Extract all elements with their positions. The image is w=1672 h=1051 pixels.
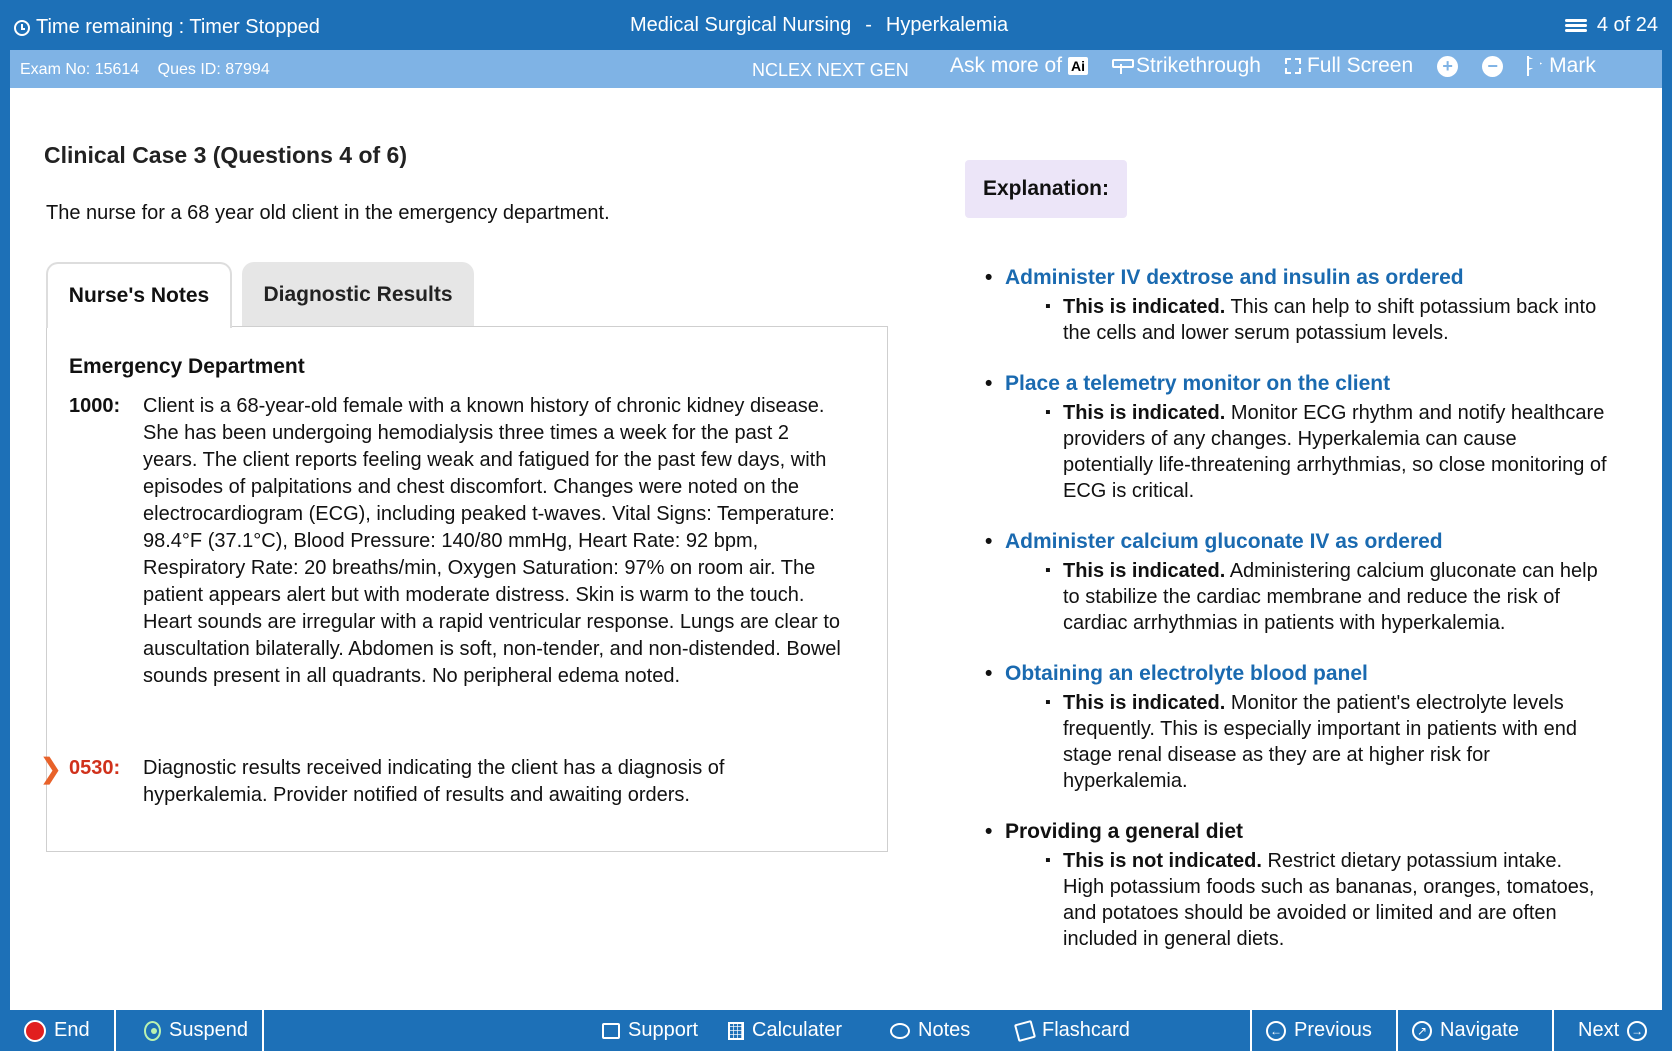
full-screen-icon: [1285, 58, 1301, 74]
note-text: Client is a 68-year-old female with a known history of chronic kidney disease. She has been undergoing hemodialysis three times a week for the past 2 years. The client reports feeling weak and fatigued for the past few days, with episodes of palpitations and chest discomfort. Changes were noted on the electrocardiogram (ECG), including peaked t-waves. Vital Signs: Temperature: 98.4°F (37.1°C), Blood Pressure: 140/80 mmHg, Heart Rate: 92 bpm, Respiratory Rate: 20 breaths/min, Oxygen Saturation: 97% on room air. The patient appears alert but with moderate distress. Skin is warm to the touch. Heart sounds are irregular with a rapid ventricular response. Lungs are clear to auscultation bilaterally. Abdomen is soft, non-tender, and non-distended. Bowel sounds present in all quadrants. No peripheral edema noted.: [143, 395, 841, 687]
exam-type: NCLEX NEXT GEN: [752, 60, 909, 80]
explanation-text: Monitor ECG rhythm and notify healthcare providers of any changes. Hyperkalemia can cause potentially life-threatening arrhythmias, so close monitoring of ECG is critical.: [1063, 402, 1607, 502]
previous-button[interactable]: [1250, 1010, 1398, 1051]
topic-label: Hyperkalemia: [885, 14, 1009, 36]
nurses-notes-panel: [39, 326, 888, 852]
note-entry: [69, 393, 843, 690]
case-tabs: [46, 262, 474, 328]
chevron-right-icon: ❯: [39, 753, 63, 784]
full-screen-label: Full Screen: [1306, 54, 1414, 77]
calculator-icon: [728, 1022, 744, 1040]
exam-title: [630, 14, 1008, 37]
timer: [14, 16, 320, 39]
explanation-text: Administering calcium gluconate can help to stabilize the cardiac membrane and reduce the risk of cardiac arrhythmias in patients with hyperkalemia.: [1063, 560, 1598, 634]
main-content: [10, 88, 1662, 1010]
toolbar-tools: [950, 54, 1596, 78]
notes-button[interactable]: [876, 1010, 984, 1051]
calculator-label: Calculater: [752, 1019, 843, 1041]
explanation-verdict: This is indicated.: [1063, 560, 1226, 582]
case-intro: The nurse for a 68 year old client in the emergency department.: [46, 202, 610, 224]
explanation-heading: • Place a telemetry monitor on the client: [985, 372, 1625, 396]
exam-info: [20, 61, 284, 79]
mark-label: Mark: [1549, 54, 1596, 77]
support-label: Support: [628, 1019, 699, 1041]
support-icon: [602, 1023, 620, 1039]
explanation-item: [985, 266, 1625, 346]
explanation-text: Monitor the patient's electrolyte levels frequently. This is especially important in patients with end stage renal disease as they are at higher risk for hyperkalemia.: [1063, 692, 1577, 792]
note-time: 0530:: [69, 757, 121, 779]
stack-icon: [1565, 19, 1587, 33]
case-title: Clinical Case 3 (Questions 4 of 6): [44, 142, 407, 168]
end-label: End: [54, 1019, 90, 1041]
explanation-verdict: This is indicated.: [1063, 296, 1226, 318]
flashcard-button[interactable]: [1002, 1010, 1144, 1051]
previous-label: Previous: [1294, 1019, 1372, 1041]
notes-label: Notes: [918, 1019, 971, 1041]
question-id: Ques ID: 87994: [157, 61, 270, 78]
explanation-label: Explanation:: [965, 160, 1127, 218]
explanation-detail: [1063, 294, 1608, 346]
next-button[interactable]: [1564, 1010, 1661, 1051]
explanation-item: [985, 372, 1625, 504]
note-time: 1000:: [69, 395, 121, 417]
zoom-out-icon[interactable]: −: [1482, 56, 1503, 77]
subject-label: Medical Surgical Nursing: [630, 14, 852, 36]
bottom-bar: [0, 1010, 1672, 1051]
suspend-icon: [144, 1021, 161, 1041]
ai-icon: Ai: [1068, 57, 1088, 75]
tab-diagnostic-results[interactable]: Diagnostic Results: [242, 262, 474, 328]
counter-label: 4 of 24: [1596, 14, 1658, 36]
explanation-verdict: This is indicated.: [1063, 402, 1226, 424]
ask-ai-button[interactable]: [950, 54, 1088, 78]
arrow-left-icon: ←: [1266, 1021, 1286, 1041]
strikethrough-label: Strikethrough: [1136, 54, 1261, 77]
explanation-detail: [1063, 690, 1608, 794]
arrow-right-icon: →: [1627, 1021, 1647, 1041]
department-heading: Emergency Department: [69, 355, 305, 378]
exam-number: Exam No: 15614: [20, 61, 140, 78]
notes-icon: [890, 1023, 910, 1039]
explanation-heading: • Providing a general diet: [985, 820, 1625, 844]
flag-icon: [1527, 56, 1543, 76]
stop-icon: [24, 1020, 46, 1042]
clock-icon: [14, 20, 30, 36]
mark-button[interactable]: [1527, 54, 1596, 78]
explanation-item: [985, 662, 1625, 794]
sub-toolbar: [10, 50, 1662, 88]
flashcard-icon: [1014, 1019, 1036, 1041]
end-button[interactable]: [10, 1010, 116, 1051]
strikethrough-icon: [1112, 58, 1130, 74]
next-label: Next: [1578, 1019, 1620, 1041]
suspend-button[interactable]: [130, 1010, 264, 1051]
explanation-detail: [1063, 400, 1608, 504]
timer-label: Time remaining : Timer Stopped: [36, 16, 320, 38]
explanation-heading: • Obtaining an electrolyte blood panel: [985, 662, 1625, 686]
full-screen-button[interactable]: [1285, 54, 1413, 78]
navigate-button[interactable]: [1398, 1010, 1554, 1051]
explanation-detail: [1063, 848, 1608, 952]
explanation-list: [985, 266, 1625, 978]
strikethrough-button[interactable]: [1112, 54, 1261, 78]
title-separator: -: [865, 14, 872, 36]
top-bar: [0, 0, 1672, 50]
navigate-label: Navigate: [1440, 1019, 1519, 1041]
ask-ai-label: Ask more of: [950, 54, 1063, 77]
compass-icon: ↗: [1412, 1021, 1432, 1041]
explanation-heading: • Administer IV dextrose and insulin as ordered: [985, 266, 1625, 290]
note-entry: [69, 755, 843, 809]
explanation-item: [985, 820, 1625, 952]
flashcard-label: Flashcard: [1042, 1019, 1130, 1041]
explanation-text: This can help to shift potassium back into the cells and lower serum potassium levels.: [1063, 296, 1597, 344]
explanation-text: Restrict dietary potassium intake. High potassium foods such as bananas, oranges, tomatoes, and potatoes should be avoided or limited and are often included in general diets.: [1063, 850, 1595, 950]
explanation-verdict: This is not indicated.: [1063, 850, 1262, 872]
zoom-in-icon[interactable]: +: [1437, 56, 1458, 77]
suspend-label: Suspend: [169, 1019, 248, 1041]
explanation-heading: • Administer calcium gluconate IV as ordered: [985, 530, 1625, 554]
support-button[interactable]: [588, 1010, 712, 1051]
question-counter: [1565, 14, 1658, 37]
tab-nurses-notes[interactable]: Nurse's Notes: [46, 262, 232, 328]
explanation-detail: [1063, 558, 1608, 636]
note-text: Diagnostic results received indicating the client has a diagnosis of hyperkalemia. Provider notified of results and awaiting orders.: [143, 757, 725, 806]
explanation-verdict: This is indicated.: [1063, 692, 1226, 714]
explanation-item: [985, 530, 1625, 636]
calculator-button[interactable]: [714, 1010, 856, 1051]
